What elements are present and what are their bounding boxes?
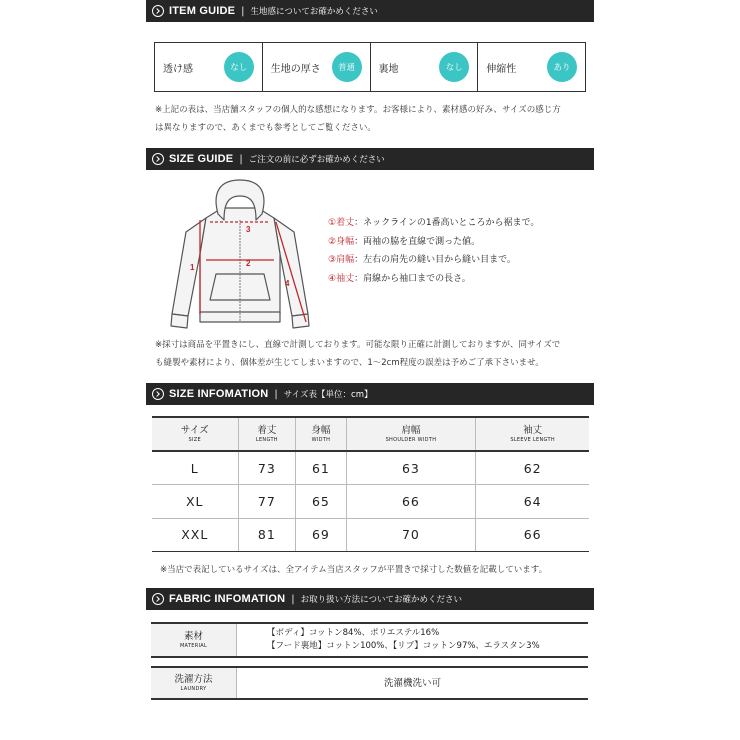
- section-title: FABRIC INFOMATION: [169, 593, 286, 605]
- laundry-value: 洗濯機洗い可: [383, 677, 441, 689]
- fabric-info-header: FABRIC INFOMATION | お取り扱い方法についてお確かめください: [146, 588, 594, 610]
- item-guide-table: [154, 42, 586, 92]
- section-title: SIZE GUIDE: [169, 153, 234, 165]
- size-table: [152, 416, 589, 552]
- material-value: 【ボディ】コットン84%、ポリエステル16% 【フード裏地】コットン100%、【リブ】コットン97%、エラスタン3%: [267, 628, 540, 651]
- item-value-badge: なし: [224, 52, 254, 82]
- column-header: 着丈 LENGTH: [238, 417, 296, 451]
- item-guide-header: ITEM GUIDE | 生地感についてお確かめください: [146, 0, 594, 22]
- diagram-number-1: 1: [190, 263, 195, 272]
- item-label: 裏地: [378, 63, 399, 75]
- diagram-number-2: 2: [246, 259, 251, 268]
- column-header: 身幅 WIDTH: [296, 417, 346, 451]
- table-cell: 66: [476, 518, 589, 552]
- laundry-row: [151, 666, 588, 700]
- chevron-circle-icon: [152, 388, 164, 400]
- diagram-number-4: 4: [285, 279, 290, 288]
- item-label: 生地の厚さ: [270, 63, 321, 75]
- size-table-header-row: [152, 417, 589, 451]
- table-row: [152, 518, 589, 552]
- table-cell: 73: [238, 451, 296, 485]
- table-cell: 64: [476, 485, 589, 519]
- legend-row: ②身幅：両袖の脇を直線で測った値。: [328, 236, 481, 247]
- chevron-circle-icon: [152, 5, 164, 17]
- table-cell: 61: [296, 451, 346, 485]
- item-label: 伸縮性: [486, 63, 517, 75]
- section-subtitle: サイズ表【単位：cm】: [283, 390, 373, 400]
- size-info-header: SIZE INFOMATION | サイズ表【単位：cm】: [146, 383, 594, 405]
- column-header: 袖丈 SLEEVE LENGTH: [476, 417, 589, 451]
- diagram-number-3: 3: [246, 225, 251, 234]
- table-cell: 69: [296, 518, 346, 552]
- table-cell: XXL: [152, 518, 238, 552]
- section-subtitle: 生地感についてお確かめください: [250, 7, 378, 17]
- table-cell: 70: [346, 518, 476, 552]
- section-title: SIZE INFOMATION: [169, 388, 269, 400]
- table-cell: 63: [346, 451, 476, 485]
- item-guide-note: ※上記の表は、当店舗スタッフの個人的な感想になります。お客様により、素材感の好み、サイズの感じ方 は異なりますので、あくまでも参考としてご覧ください。: [155, 105, 561, 133]
- section-title: ITEM GUIDE: [169, 5, 236, 17]
- size-guide-legend: [328, 214, 539, 288]
- table-row: [152, 451, 589, 485]
- item-cell-thickness: [263, 43, 371, 91]
- table-cell: L: [152, 451, 238, 485]
- material-row: [151, 622, 588, 658]
- size-guide-note: ※採寸は商品を平置きにし、直線で計測しております。可能な限り正確に計測しておりますが、同サイズで も縫製や素材により、個体差が生じてしまいますので、1〜2cm程度の誤差は予めご了承下さいませ。: [155, 340, 561, 368]
- legend-row: ①着丈：ネックラインの1番高いところから裾まで。: [328, 218, 540, 228]
- size-guide-header: SIZE GUIDE | ご注文の前に必ずお確かめください: [146, 148, 594, 170]
- chevron-circle-icon: [152, 153, 164, 165]
- table-cell: 65: [296, 485, 346, 519]
- table-cell: 66: [346, 485, 476, 519]
- size-info-note: ※当店で表記しているサイズは、全アイテム当店スタッフが平置きで採寸した数値を記載しています。: [160, 565, 548, 575]
- item-value-badge: 普通: [332, 52, 362, 82]
- section-subtitle: ご注文の前に必ずお確かめください: [248, 155, 385, 165]
- left-cuff: [171, 314, 188, 328]
- table-cell: XL: [152, 485, 238, 519]
- table-cell: 81: [238, 518, 296, 552]
- legend-row: ④袖丈：肩線から袖口までの長さ。: [328, 273, 471, 284]
- table-row: [152, 485, 589, 519]
- table-cell: 62: [476, 451, 589, 485]
- material-key: 素材 MATERIAL: [151, 624, 237, 656]
- item-label: 透け感: [163, 63, 193, 75]
- legend-row: ③肩幅：左右の肩先の縫い目から縫い目まで。: [328, 255, 516, 265]
- item-value-badge: あり: [547, 52, 577, 82]
- laundry-key: 洗濯方法 LAUNDRY: [151, 668, 237, 698]
- item-cell-stretch: [478, 43, 585, 91]
- item-value-badge: なし: [439, 52, 469, 82]
- column-header: 肩幅 SHOULDER WIDTH: [346, 417, 476, 451]
- column-header: サイズ SIZE: [152, 417, 238, 451]
- hoodie-diagram: [160, 174, 320, 334]
- item-cell-lining: [371, 43, 479, 91]
- chevron-circle-icon: [152, 593, 164, 605]
- item-cell-transparency: [155, 43, 263, 91]
- table-cell: 77: [238, 485, 296, 519]
- section-subtitle: お取り扱い方法についてお確かめください: [300, 595, 462, 605]
- right-cuff: [292, 314, 309, 328]
